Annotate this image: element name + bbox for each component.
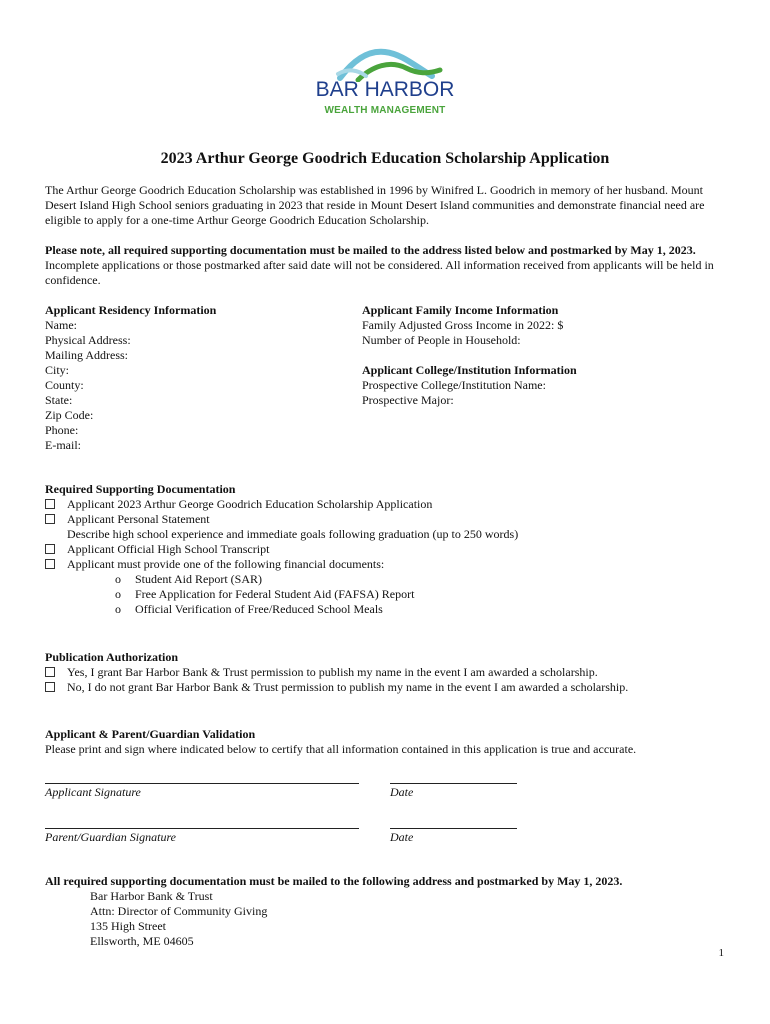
publication-option-no bbox=[45, 680, 628, 695]
bullet: o bbox=[115, 572, 121, 586]
notice-paragraph bbox=[45, 243, 725, 288]
income-section bbox=[362, 303, 563, 348]
checkbox[interactable] bbox=[45, 499, 55, 509]
field-county: County: bbox=[45, 378, 84, 392]
bullet: o bbox=[115, 602, 121, 616]
field-mailing-address: Mailing Address: bbox=[45, 348, 128, 362]
field-phone: Phone: bbox=[45, 423, 79, 437]
mailing-section bbox=[45, 874, 622, 949]
field-city: City: bbox=[45, 363, 70, 377]
docs-heading: Required Supporting Documentation bbox=[45, 482, 236, 496]
intro-paragraph: The Arthur George Goodrich Education Scholarship was established in 1996 by Winifred L. Goodrich in memory of her husband. Mount Desert Island High School seniors graduating in 2023 that reside in Mount Desert Island communities and demonstrate financial need are eligible to apply for a one-time Arthur George Goodrich Education Scholarship. bbox=[45, 183, 705, 227]
address-line: Ellsworth, ME 04605 bbox=[90, 934, 194, 948]
doc-item bbox=[45, 512, 518, 527]
publication-heading: Publication Authorization bbox=[45, 650, 179, 664]
mailing-heading: All required supporting documentation must be mailed to the following address and postmarked by May 1, 2023. bbox=[45, 874, 623, 888]
applicant-date-line[interactable] bbox=[390, 769, 517, 784]
bullet: o bbox=[115, 587, 121, 601]
field-gross-income: Family Adjusted Gross Income in 2022: $ bbox=[362, 318, 564, 332]
logo-mountain-icon bbox=[310, 48, 460, 82]
page-number: 1 bbox=[718, 947, 724, 959]
field-physical-address: Physical Address: bbox=[45, 333, 131, 347]
notice-rest: Incomplete applications or those postmarked after said date will not be considered. All information received from applicants will be held in confidence. bbox=[45, 258, 714, 287]
docs-section bbox=[45, 482, 518, 617]
doc-item-label: Applicant 2023 Arthur George Goodrich Education Scholarship Application bbox=[67, 497, 433, 511]
doc-item-label: Applicant must provide one of the following financial documents: bbox=[67, 557, 385, 571]
financial-doc-item bbox=[45, 572, 518, 587]
checkbox[interactable] bbox=[45, 682, 55, 692]
doc-item-label: Applicant Official High School Transcript bbox=[67, 542, 270, 556]
publication-section bbox=[45, 650, 628, 695]
income-heading: Applicant Family Income Information bbox=[362, 303, 559, 317]
doc-item bbox=[45, 542, 518, 557]
option-label: No, I do not grant Bar Harbor Bank & Trust permission to publish my name in the event I am awarded a scholarship. bbox=[67, 680, 629, 694]
financial-doc-label: Student Aid Report (SAR) bbox=[135, 572, 263, 586]
financial-doc-item bbox=[45, 587, 518, 602]
field-email: E-mail: bbox=[45, 438, 81, 452]
doc-item bbox=[45, 557, 518, 572]
address-line: Bar Harbor Bank & Trust bbox=[90, 889, 213, 903]
publication-option-yes bbox=[45, 665, 628, 680]
validation-section bbox=[45, 727, 636, 757]
residency-heading: Applicant Residency Information bbox=[45, 303, 217, 317]
checkbox[interactable] bbox=[45, 544, 55, 554]
financial-doc-item bbox=[45, 602, 518, 617]
option-label: Yes, I grant Bar Harbor Bank & Trust permission to publish my name in the event I am awarded a scholarship. bbox=[67, 665, 598, 679]
applicant-signature-label: Applicant Signature bbox=[45, 785, 141, 799]
field-state: State: bbox=[45, 393, 73, 407]
parent-signature-label: Parent/Guardian Signature bbox=[45, 830, 176, 844]
financial-doc-label: Official Verification of Free/Reduced School Meals bbox=[135, 602, 383, 616]
applicant-date-label: Date bbox=[390, 785, 414, 799]
notice-bold: Please note, all required supporting documentation must be mailed to the address listed below and postmarked by May 1, 2023. bbox=[45, 243, 696, 257]
logo-name: BAR HARBOR bbox=[315, 78, 455, 101]
validation-text: Please print and sign where indicated below to certify that all information contained in this application is true and accurate. bbox=[45, 742, 637, 756]
address-line: Attn: Director of Community Giving bbox=[90, 904, 268, 918]
bar-harbor-logo bbox=[310, 48, 460, 124]
statement-note: Describe high school experience and immediate goals following graduation (up to 250 words) bbox=[67, 527, 519, 541]
college-heading: Applicant College/Institution Information bbox=[362, 363, 577, 377]
logo-subtitle: WEALTH MANAGEMENT bbox=[324, 105, 446, 116]
checkbox[interactable] bbox=[45, 514, 55, 524]
address-line: 135 High Street bbox=[90, 919, 166, 933]
field-name: Name: bbox=[45, 318, 77, 332]
checkbox[interactable] bbox=[45, 667, 55, 677]
college-section bbox=[362, 363, 577, 408]
doc-item-label: Applicant Personal Statement bbox=[67, 512, 210, 526]
validation-heading: Applicant & Parent/Guardian Validation bbox=[45, 727, 256, 741]
page-title: 2023 Arthur George Goodrich Education Scholarship Application bbox=[160, 150, 610, 167]
residency-section bbox=[45, 303, 216, 453]
financial-doc-label: Free Application for Federal Student Aid (FAFSA) Report bbox=[135, 587, 415, 601]
parent-date-label: Date bbox=[390, 830, 414, 844]
parent-date-line[interactable] bbox=[390, 814, 517, 829]
field-college-name: Prospective College/Institution Name: bbox=[362, 378, 546, 392]
field-zip-code: Zip Code: bbox=[45, 408, 94, 422]
doc-item bbox=[45, 497, 518, 512]
field-major: Prospective Major: bbox=[362, 393, 454, 407]
applicant-signature-line[interactable] bbox=[45, 769, 359, 784]
parent-signature-line[interactable] bbox=[45, 814, 359, 829]
field-household-size: Number of People in Household: bbox=[362, 333, 521, 347]
checkbox[interactable] bbox=[45, 559, 55, 569]
